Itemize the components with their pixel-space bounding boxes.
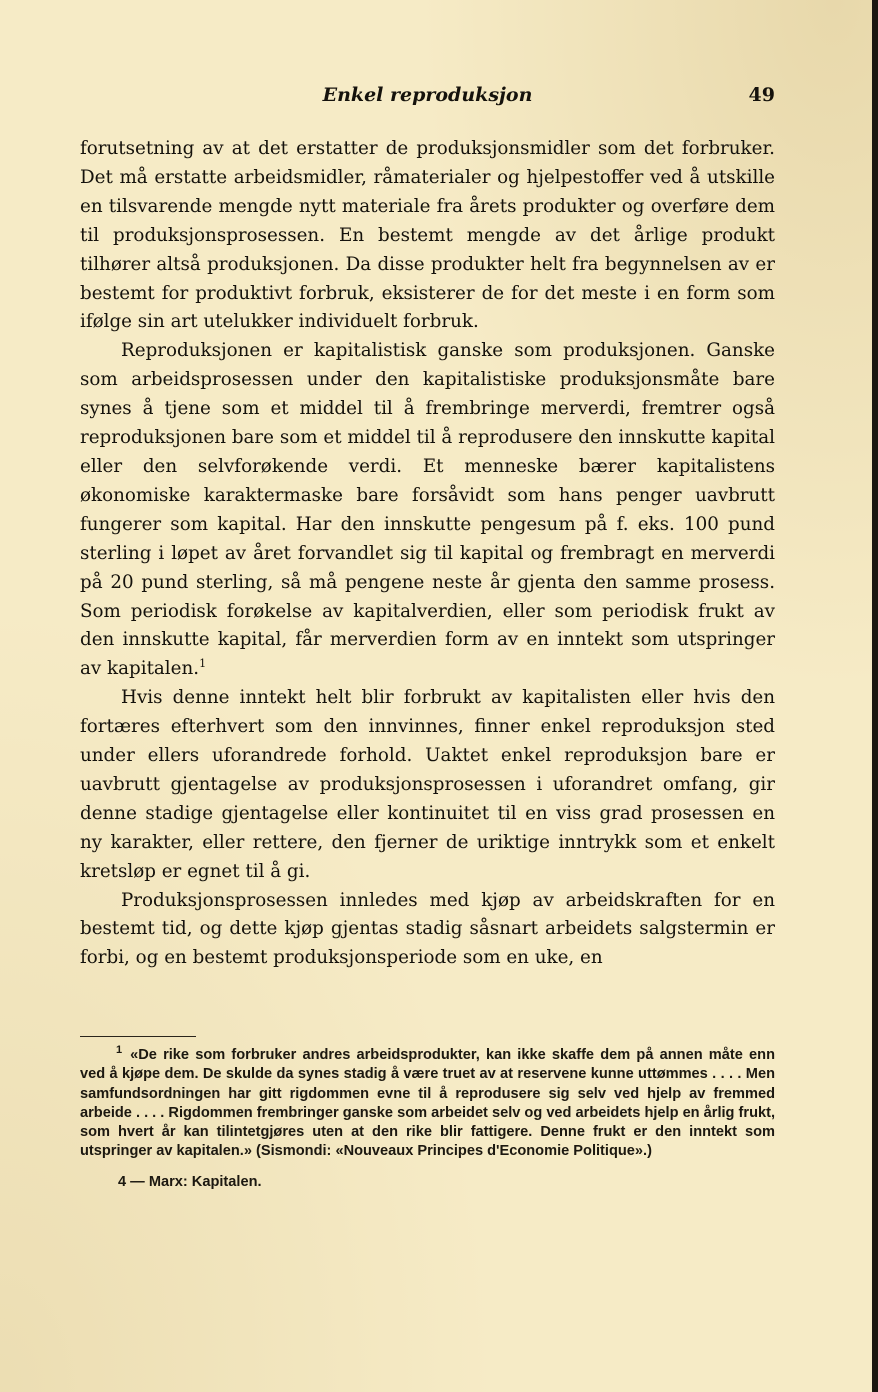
footnotes <box>80 1046 775 1192</box>
page-number: 49 <box>748 84 775 106</box>
paragraph-with-footnote <box>80 337 775 684</box>
page-edge-shadow <box>872 0 878 1392</box>
paragraph: Hvis denne inntekt helt blir forbrukt av kapitalisten eller hvis den fortæres efterhvert som den innvinnes, finner enkel reproduksjon sted under ellers uforandrede forhold. Uaktet enkel reproduksjon bare er uavbrutt gjentagelse av produksjonsprosessen i uforandret omfang, gir denne stadige gjentagelse eller kontinuitet til en viss grad prosessen en ny karakter, eller rettere, den fjerner de uriktige inntrykk som et enkelt kretsløp er egnet til å gi. <box>80 687 775 882</box>
footnote-text: «De rike som forbruker andres arbeidsprodukter, kan ikke skaffe dem på annen måte enn ved å kjøpe dem. De skulde da synes stadig å være truet av at reservene kunne uttømmes . . . . Men samfundsordningen har gitt rigdommen evne til å reprodusere sig selv ved hjelp av fremmed arbeide . . . . Rigdommen frembringer ganske som arbeidet selv og ved arbeidets hjelp en årlig frukt, som hvert år kan tilintetgjøres uten at den rike blir fattigere. Denne frukt er den inntekt som utspringer av kapitalen.» (Sismondi: «Nouveaux Principes d'Economie Politique».) <box>80 1047 776 1160</box>
footnote-reference[interactable]: 1 <box>199 657 207 671</box>
running-header <box>80 80 775 110</box>
running-title: Enkel reproduksjon <box>322 84 533 106</box>
sheet-signature: 4 — Marx: Kapitalen. <box>118 1173 262 1190</box>
paragraph: forutsetning av at det erstatter de produksjonsmidler som det forbruker. Det må erstatte arbeidsmidler, råmaterialer og hjelpestoffer ved å utskille en tilsvarende mengde nytt materiale fra årets produkter og overføre dem til produksjonsprosessen. En bestemt mengde av det årlige produkt tilhører altså produksjonen. Da disse produkter helt fra begynnelsen av er bestemt for produktivt forbruk, eksisterer de for det meste i en form som ifølge sin art utelukker individuelt forbruk. <box>80 138 775 333</box>
body-text <box>80 135 775 973</box>
footnote-divider <box>80 1036 196 1037</box>
paragraph-text: Reproduksjonen er kapitalistisk ganske som produksjonen. Ganske som arbeidsprosessen under den kapitalistiske produksjonsmåte bare synes å tjene som et middel til å frembringe merverdi, fremtrer også reproduksjonen bare som et middel til å reprodusere den innskutte kapital eller den selvforøkende verdi. Et menneske bærer kapitalistens økonomiske karaktermaske bare forsåvidt som hans penger uavbrutt fungerer som kapital. Har den innskutte pengesum på f. eks. 100 pund sterling i løpet av året forvandlet sig til kapital og frembragt en merverdi på 20 pund sterling, så må pengene neste år gjenta den samme prosess. Som periodisk forøkelse av kapitalverdien, eller som periodisk frukt av den innskutte kapital, får merverdien form av en inntekt som utspringer av kapitalen. <box>80 340 775 680</box>
paragraph: Produksjonsprosessen innledes med kjøp av arbeidskraften for en bestemt tid, og dette kjøp gjentas stadig såsnart arbeidets salgstermin er forbi, og en bestemt produksjonsperiode som en uke, en <box>80 889 775 969</box>
footnote-marker: 1 <box>116 1044 123 1057</box>
footnote-1 <box>80 1046 775 1162</box>
